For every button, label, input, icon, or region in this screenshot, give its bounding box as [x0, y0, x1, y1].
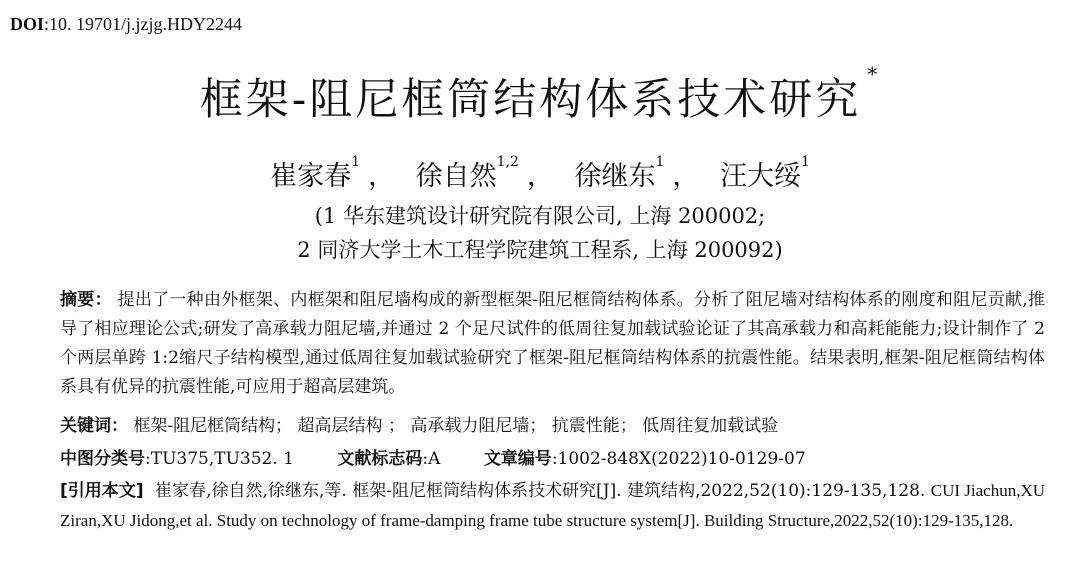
- article-number-label: 文章编号: [483, 449, 552, 469]
- clc-number: [60, 449, 294, 469]
- paper-title-text: 框架-阻尼框筒结构体系技术研究: [199, 75, 862, 125]
- author-affiliation-mark: 1: [351, 154, 361, 170]
- abstract: [60, 286, 1045, 402]
- classification-line: [60, 446, 1045, 472]
- article-number: [484, 449, 806, 469]
- author-affiliation-mark: 1,2: [496, 154, 519, 170]
- affiliation-line-2: 2 同济大学土木工程学院建筑工程系, 上海 200092): [297, 238, 783, 262]
- affiliation-line-1: (1 华东建筑设计研究院有限公司, 上海 200002;: [314, 204, 766, 228]
- keywords-text: 框架-阻尼框筒结构； 超高层结构 ； 高承载力阻尼墙； 抗震性能； 低周往复加载试验: [133, 416, 779, 436]
- clc-value: :TU375,TU352. 1: [145, 449, 294, 469]
- citation-english: CUI Jiachun,XU Ziran,XU Jidong,et al. Study on technology of frame-damping frame tube structure system[J]. Building Structure,2022,52(10):129-135,128.: [60, 481, 1046, 530]
- keywords-heading: 关键词：: [60, 416, 128, 436]
- document-code: [337, 449, 440, 469]
- doi-line: [10, 14, 242, 35]
- author-name: 徐继东: [574, 161, 656, 192]
- abstract-heading: 摘要：: [60, 290, 112, 310]
- author-name: 汪大绥: [719, 161, 801, 192]
- author-name: 崔家春: [270, 161, 352, 192]
- clc-label: 中图分类号: [60, 449, 145, 469]
- keywords: [60, 412, 1045, 441]
- citation-heading: [引用本文]: [60, 481, 144, 501]
- author-affiliation-mark: 1: [655, 154, 665, 170]
- article-number-value: :1002-848X(2022)10-0129-07: [551, 449, 806, 469]
- title-footnote-mark: *: [867, 62, 881, 86]
- abstract-text: 提出了一种由外框架、内框架和阻尼墙构成的新型框架-阻尼框筒结构体系。分析了阻尼墙对结构体系的刚度和阻尼贡献,推导了相应理论公式;研发了高承载力阻尼墙,并通过 2 个足尺试件的低周往复加载试验论证了其高承载力和高耗能能力;设计制作了 2 个两层单跨 1:2缩尺子结构模型,通过低周往复加载试验研究了框架-阻尼框筒结构体系的抗震性能。结果表明,框架-阻尼框筒结构体系具有优异的抗震性能,可应用于超高层建筑。: [60, 290, 1045, 397]
- author-separator: ，: [526, 161, 554, 192]
- document-code-value: :A: [422, 449, 441, 469]
- author-list: [0, 154, 1080, 193]
- author-separator: ，: [672, 161, 700, 192]
- doi-label: DOI: [10, 14, 45, 34]
- author-affiliation-mark: 1: [800, 154, 810, 170]
- citation: [60, 476, 1045, 536]
- author-name: 徐自然: [415, 161, 497, 192]
- citation-chinese: 崔家春,徐自然,徐继东,等. 框架-阻尼框筒结构体系技术研究[J]. 建筑结构,2022,52(10):129-135,128.: [155, 481, 926, 501]
- paper-title: [0, 62, 1080, 127]
- document-code-label: 文献标志码: [337, 449, 423, 469]
- doi-value: :10. 19701/j.jzjg.HDY2244: [44, 14, 243, 34]
- author-separator: ，: [368, 161, 396, 192]
